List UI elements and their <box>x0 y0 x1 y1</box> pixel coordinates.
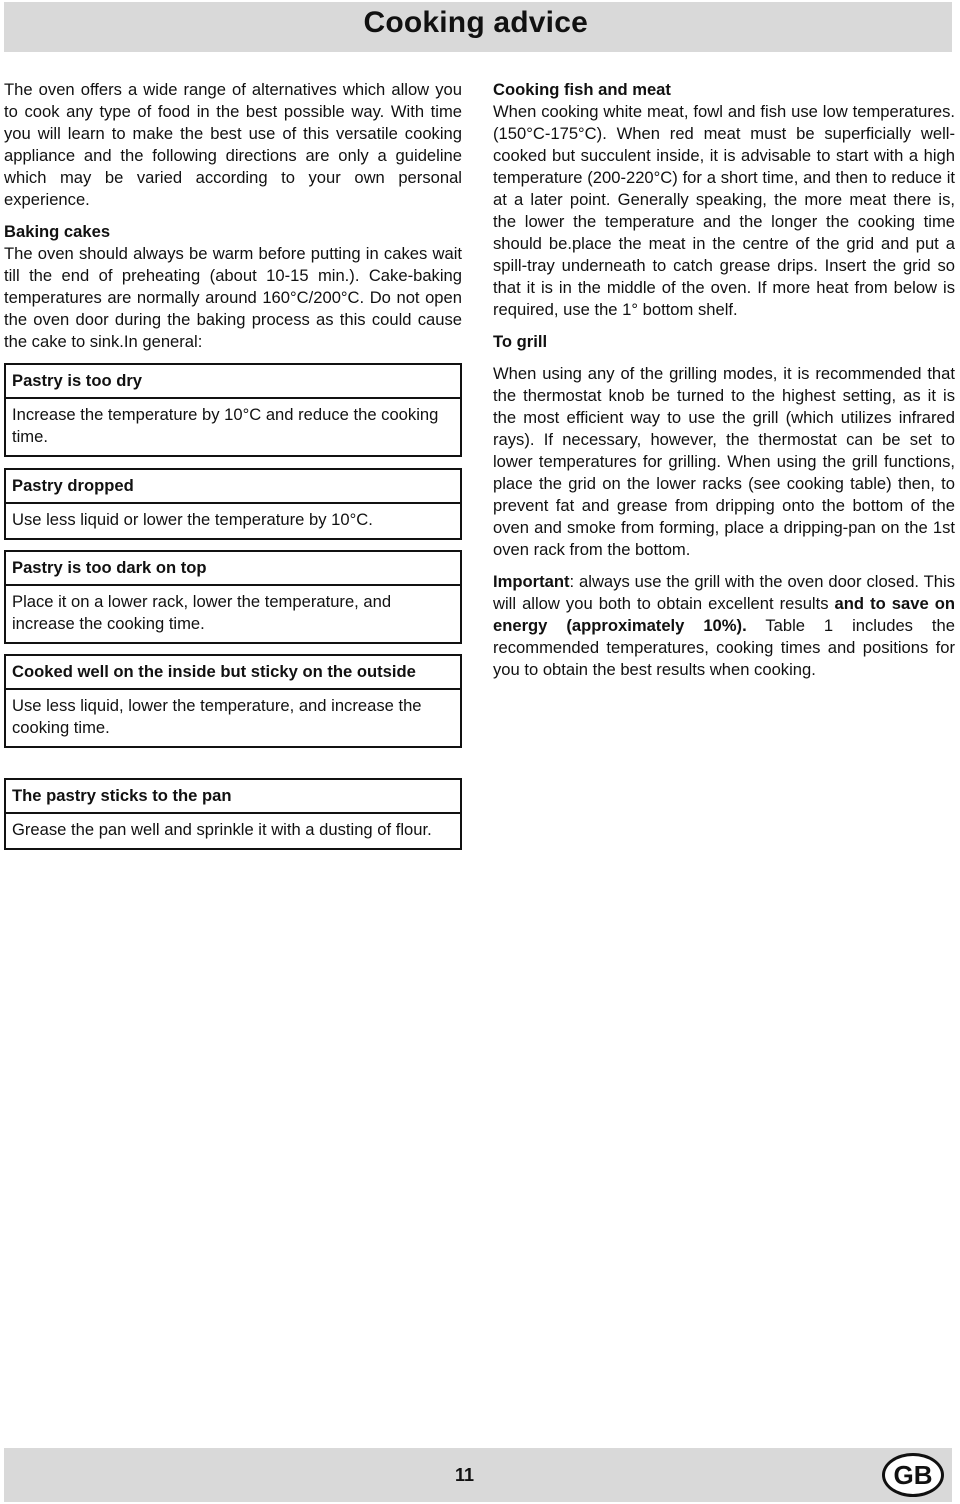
page-title: Cooking advice <box>363 6 588 39</box>
important-label: Important <box>493 572 570 591</box>
tip-title: Cooked well on the inside but sticky on the outside <box>6 656 460 690</box>
tip-box-sticky-outside <box>4 654 462 748</box>
grill-paragraph: When using any of the grilling modes, it is recommended that the thermostat knob be turned to the highest setting, as it is the most efficient way to use the grill (which utilizes infrared rays). If necessary, however, the thermostat can be set to lower temperatures for grilling. When using the grill functions, place the grid on the lower racks (see cooking table) then, to prevent fat and grease from dripping onto the bottom of the oven and smoke from forming, place a dripping-pan on the 1st oven rack from the bottom. <box>493 364 955 559</box>
left-column <box>4 79 462 353</box>
important-bold-text: and to save on energy (approximately 10%). <box>493 594 955 635</box>
tip-text: Grease the pan well and sprinkle it with a dusting of flour. <box>12 820 432 839</box>
baking-cakes-heading: Baking cakes <box>4 222 111 241</box>
important-text-2: Table 1 includes the recommended temperatures, cooking times and positions for you to obtain the best results when cooking. <box>493 616 955 679</box>
footer-bar <box>4 1448 952 1502</box>
tip-box-pastry-dropped <box>4 468 462 540</box>
tip-title: The pastry sticks to the pan <box>6 780 460 814</box>
intro-paragraph: The oven offers a wide range of alternatives which allow you to cook any type of food in the best possible way. With time you will learn to make the best use of this versatile cooking appliance and the following directions are only a guideline which may be varied according to your own personal experience. <box>4 80 462 209</box>
tip-text: Use less liquid, lower the temperature, and increase the cooking time. <box>12 696 422 737</box>
tip-title: Pastry is too dry <box>6 365 460 399</box>
tip-box-sticks-to-pan <box>4 778 462 850</box>
tip-box-pastry-too-dark <box>4 550 462 644</box>
tip-text: Increase the temperature by 10°C and reduce the cooking time. <box>12 405 439 446</box>
tip-text: Use less liquid or lower the temperature by 10°C. <box>12 510 373 529</box>
important-paragraph <box>493 571 955 681</box>
important-text-1: : always use the grill with the oven door closed. This will allow you both to obtain excellent results <box>493 572 955 613</box>
baking-cakes-paragraph: The oven should always be warm before putting in cakes wait till the end of preheating (about 10-15 min.). Cake-baking temperatures are normally around 160°C/200°C. Do not open the oven door during the baking process as this could cause the cake to sink.In general: <box>4 244 462 351</box>
grill-heading: To grill <box>493 332 548 351</box>
fish-meat-heading: Cooking fish and meat <box>493 80 671 99</box>
tip-title: Pastry dropped <box>6 470 460 504</box>
tip-title: Pastry is too dark on top <box>6 552 460 586</box>
language-badge: GB <box>882 1453 944 1497</box>
right-column <box>493 79 955 681</box>
fish-meat-paragraph: When cooking white meat, fowl and fish use low temperatures. (150°C-175°C). When red meat must be superficially well-cooked but succulent inside, it is advisable to start with a high temperature (200-220°C) for a short time, and then to reduce it at a later point. Generally speaking, the more meat there is, the lower the temperature and the longer the cooking time should be.place the meat in the centre of the grid and put a spill-tray underneath to catch grease drips. Insert the grid so that it is in the middle of the oven. If more heat from below is required, use the 1° bottom shelf. <box>493 102 955 319</box>
tip-box-pastry-too-dry <box>4 363 462 457</box>
tip-text: Place it on a lower rack, lower the temperature, and increase the cooking time. <box>12 592 392 633</box>
page-number: 11 <box>455 1465 475 1485</box>
